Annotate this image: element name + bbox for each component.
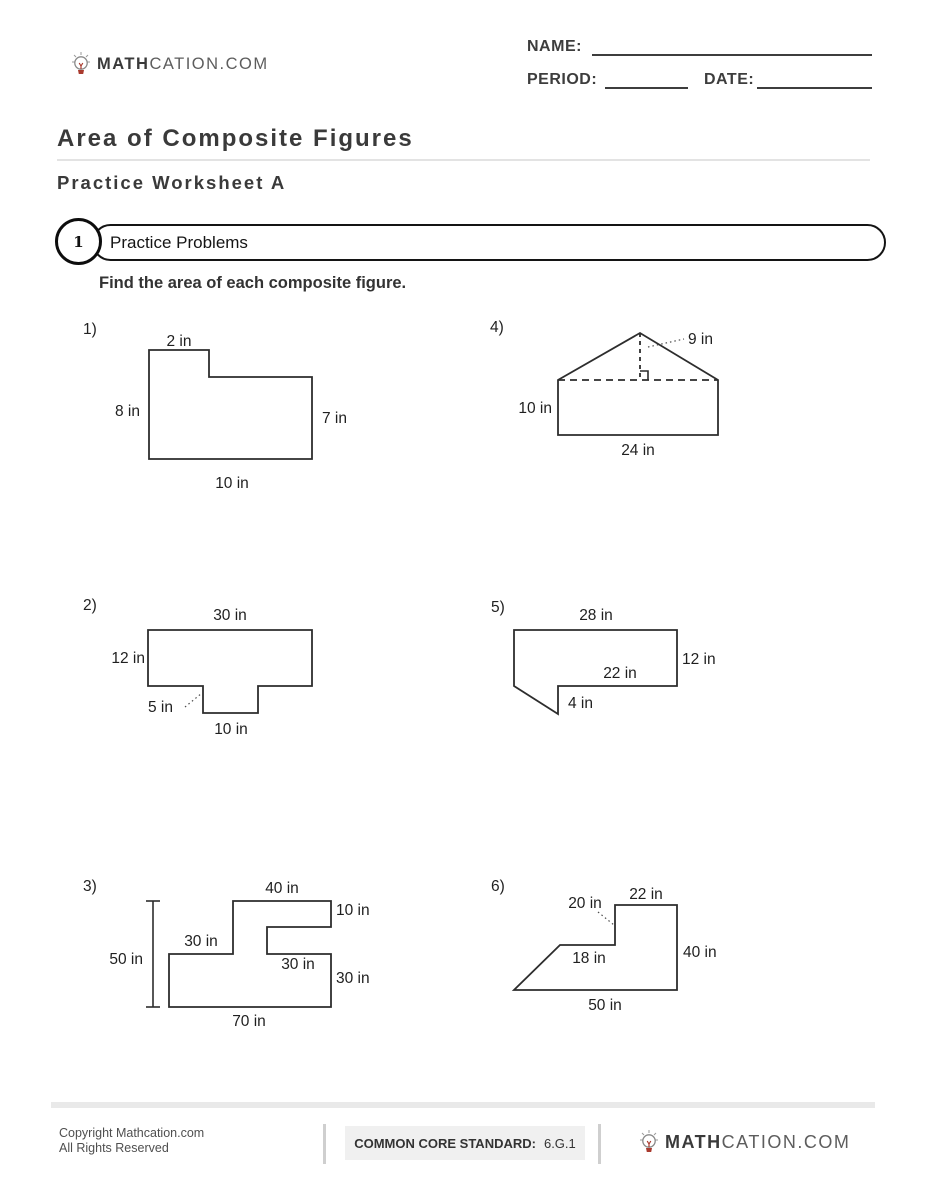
problem-6-number: 6) — [491, 878, 505, 895]
figure-4-height-label: 9 in — [688, 331, 713, 348]
figure-3-height-label: 50 in — [109, 951, 143, 968]
figure-6-slant-label: 20 in — [568, 895, 602, 912]
footer-divider-left — [323, 1124, 326, 1164]
section-pill — [92, 224, 886, 261]
figure-2-notch-left-label: 5 in — [148, 699, 173, 716]
figure-3 — [95, 875, 395, 1040]
figure-3-measure-line — [146, 901, 160, 1007]
lightbulb-icon — [70, 51, 92, 78]
figure-3-bottom-label: 70 in — [232, 1013, 266, 1030]
instruction-text: Find the area of each composite figure. — [99, 274, 407, 292]
figure-1-right-label: 7 in — [322, 410, 347, 427]
lightbulb-icon — [638, 1129, 660, 1156]
section-number: 1 — [73, 232, 84, 251]
problem-2-number: 2) — [83, 597, 97, 614]
common-core-label: COMMON CORE STANDARD: — [354, 1135, 536, 1151]
figure-6-top-label: 22 in — [629, 886, 663, 903]
section-pill-label: Practice Problems — [110, 232, 248, 252]
problem-3-number: 3) — [83, 878, 97, 895]
figure-2-left-label: 12 in — [111, 650, 145, 667]
common-core-value: 6.G.1 — [543, 1135, 576, 1151]
section-number-badge — [55, 218, 102, 265]
logo-text-math: MATH — [665, 1132, 722, 1152]
figure-5 — [480, 595, 780, 745]
name-label: NAME: — [527, 38, 582, 55]
figure-5-notch-label: 4 in — [568, 695, 593, 712]
figure-1-left-label: 8 in — [115, 403, 140, 420]
footer-logo — [638, 1129, 850, 1156]
logo-text-cation: CATION.COM — [721, 1132, 851, 1152]
figure-6-mid-bottom-label: 18 in — [572, 950, 606, 967]
figure-2 — [90, 595, 390, 750]
figure-6 — [480, 875, 780, 1040]
figure-4 — [480, 315, 780, 480]
figure-6-bottom-label: 50 in — [588, 997, 622, 1014]
figure-5-inner-label: 22 in — [603, 665, 637, 682]
figure-3-top-right-label: 10 in — [336, 902, 370, 919]
footer-divider-bar — [51, 1102, 875, 1108]
title-divider — [57, 159, 870, 161]
figure-3-mid-center-label: 30 in — [281, 956, 315, 973]
logo-text-math: MATH — [97, 55, 150, 73]
copyright-line-2: All Rights Reserved — [59, 1141, 169, 1155]
problem-4-number: 4) — [490, 319, 504, 336]
figure-5-top-label: 28 in — [579, 607, 613, 624]
figure-5-right-label: 12 in — [682, 651, 716, 668]
period-blank-line — [605, 87, 688, 89]
figure-4-bottom-label: 24 in — [621, 442, 655, 459]
worksheet-subtitle: Practice Worksheet A — [57, 172, 287, 193]
header-logo — [70, 51, 269, 78]
figure-1 — [110, 315, 370, 500]
footer-copyright — [59, 1126, 204, 1156]
problem-5-number: 5) — [491, 599, 505, 616]
figure-1-bottom-label: 10 in — [215, 475, 249, 492]
date-blank-line — [757, 87, 872, 89]
figure-2-notch-bottom-label: 10 in — [214, 721, 248, 738]
figure-3-lower-right-label: 30 in — [336, 970, 370, 987]
figure-1-top-label: 2 in — [166, 333, 192, 350]
common-core-box — [345, 1126, 585, 1160]
name-blank-line — [592, 54, 872, 56]
page-title: Area of Composite Figures — [57, 125, 414, 152]
figure-2-top-label: 30 in — [213, 607, 247, 624]
figure-4-left-label: 10 in — [518, 400, 552, 417]
period-label: PERIOD: — [527, 71, 598, 88]
problem-1-number: 1) — [83, 321, 97, 338]
figure-3-mid-left-label: 30 in — [184, 933, 218, 950]
figure-3-top-label: 40 in — [265, 880, 299, 897]
copyright-line-1: Copyright Mathcation.com — [59, 1126, 205, 1140]
logo-text-cation: CATION.COM — [149, 55, 269, 73]
figure-6-right-label: 40 in — [683, 944, 717, 961]
footer-divider-right — [598, 1124, 601, 1164]
date-label: DATE: — [704, 71, 755, 88]
